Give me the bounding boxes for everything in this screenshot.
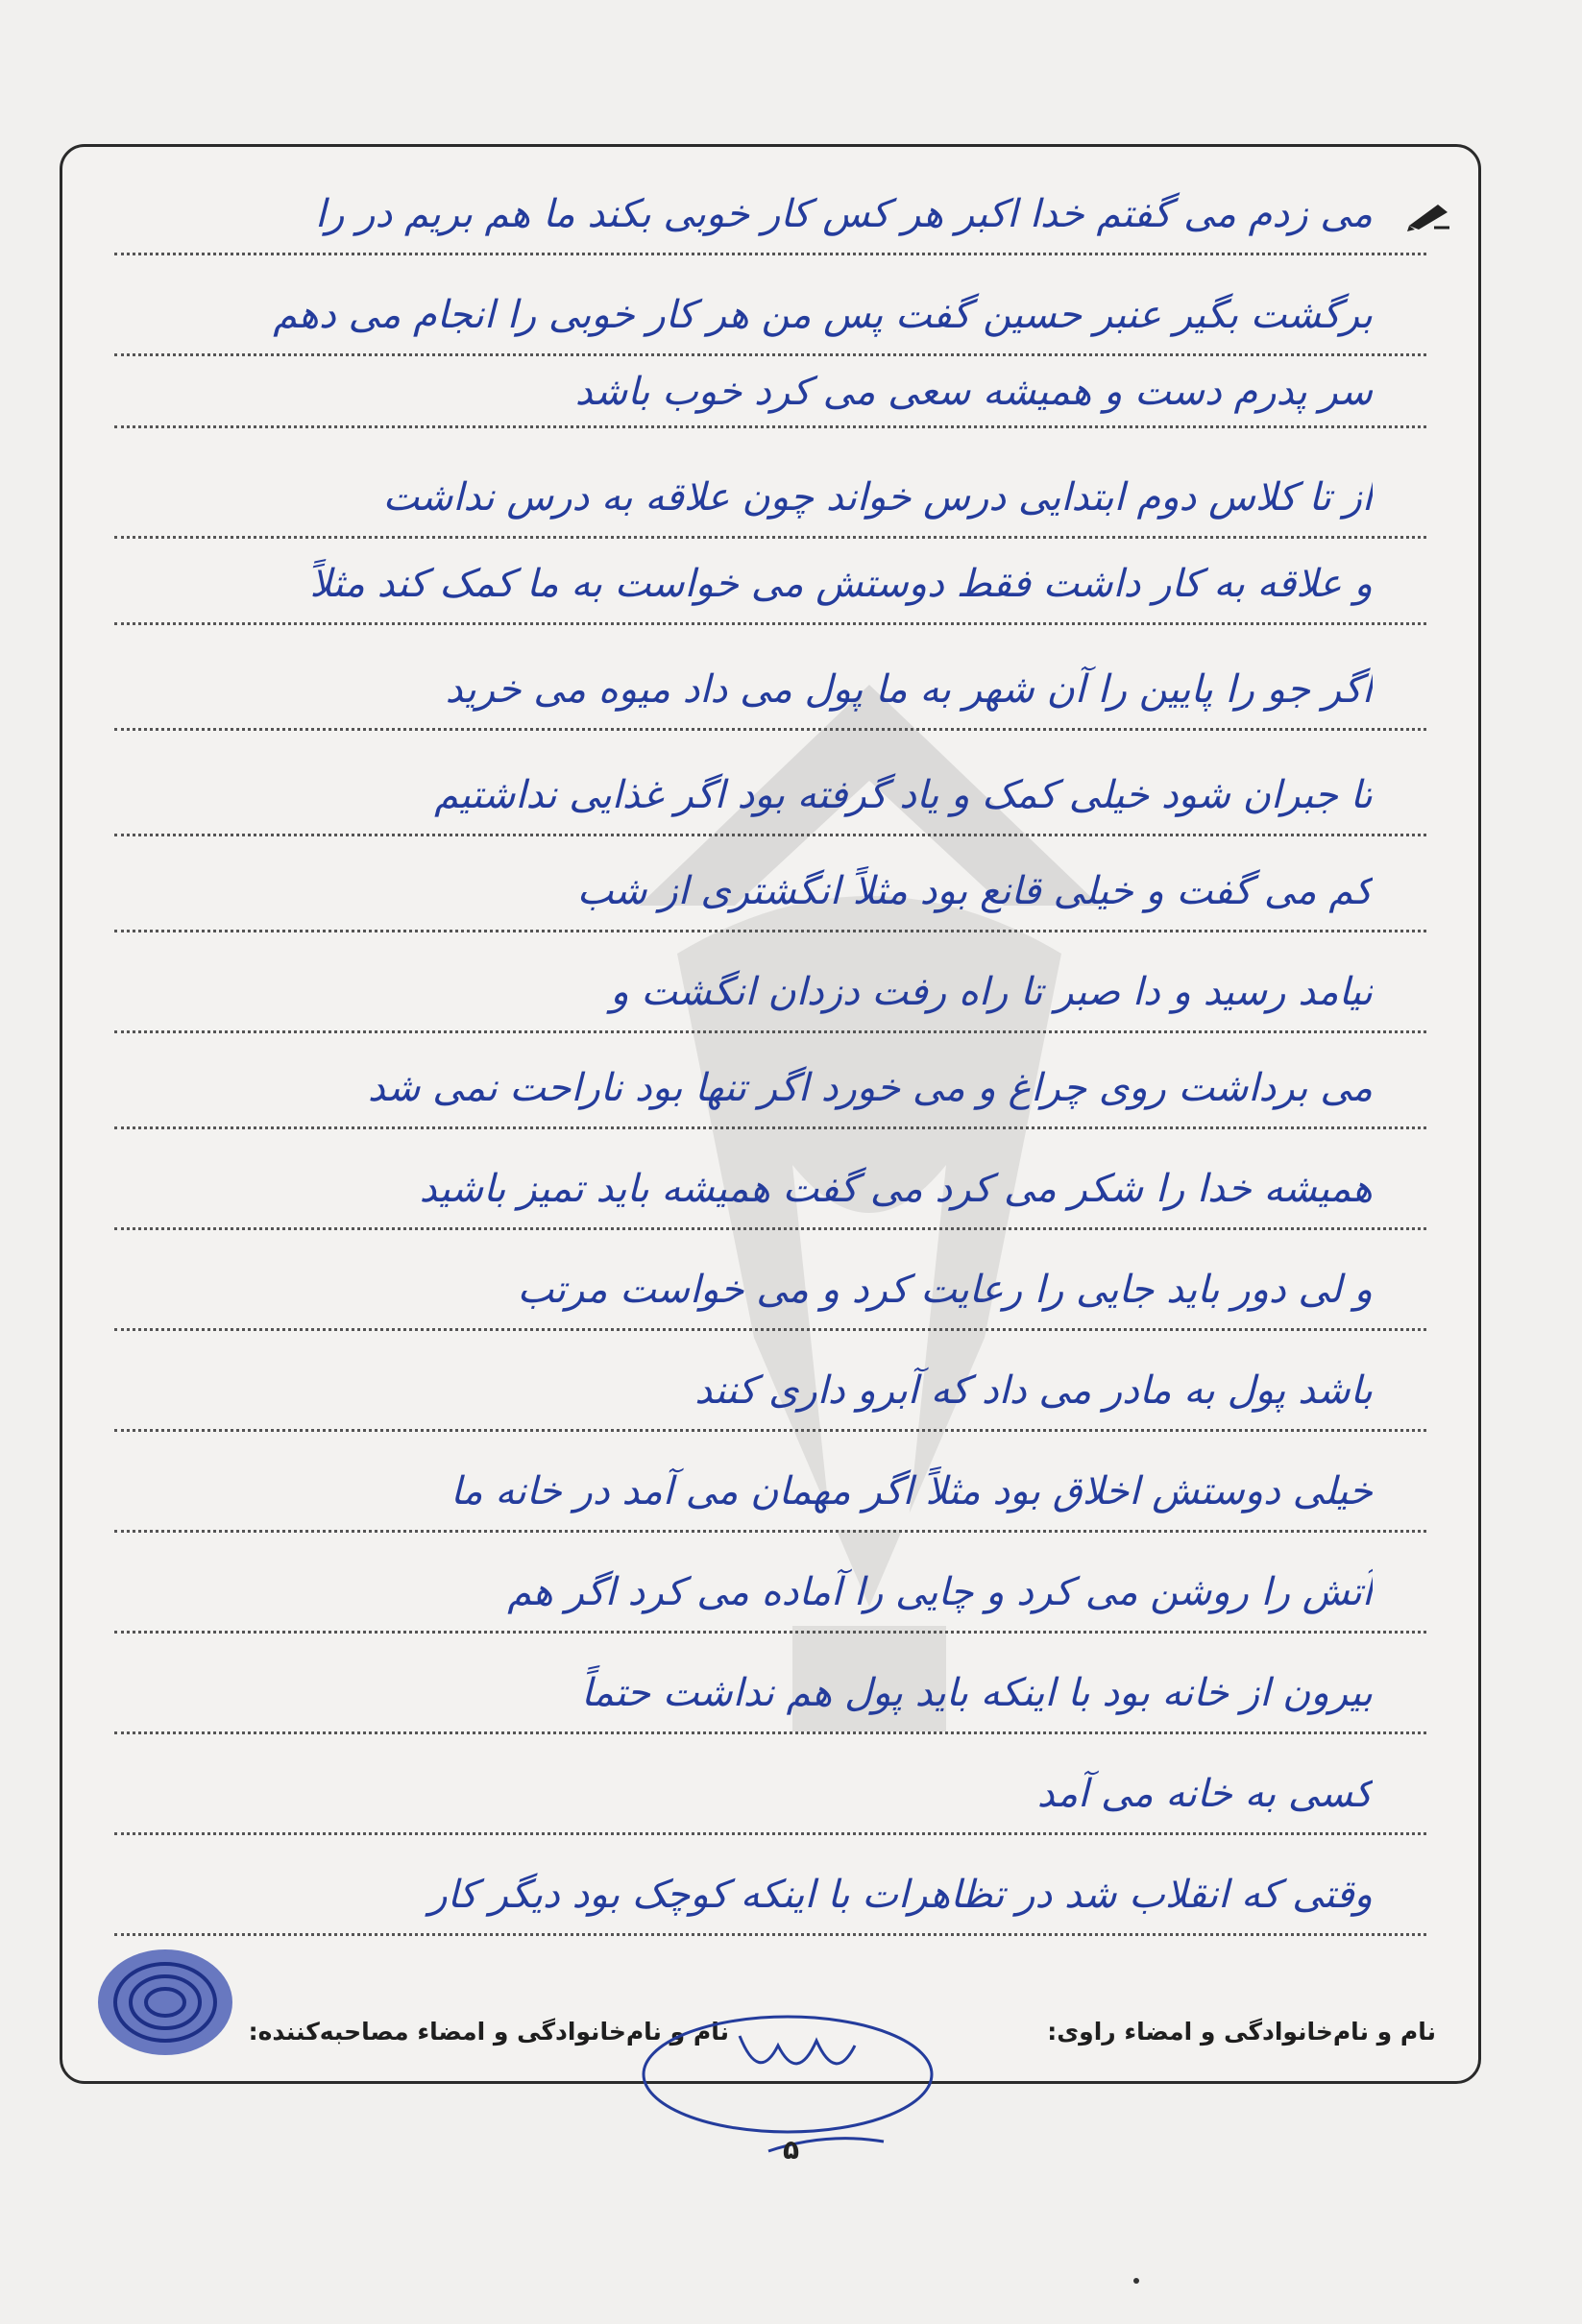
page-number: ۵: [782, 2134, 800, 2166]
fingerprint-icon: [88, 1940, 242, 2065]
handwritten-line: برگشت بگیر عنبر حسین گفت پس من هر کار خوبی را انجام می دهم: [273, 293, 1373, 337]
handwritten-line: کم می گفت و خیلی قانع بود مثلاً انگشتری از شب: [576, 869, 1373, 913]
handwritten-line: کسی به خانه می آمد: [1036, 1772, 1373, 1816]
handwritten-line: آتش را روشن می کرد و چایی را آماده می کرد اگر هم: [507, 1570, 1373, 1614]
handwritten-line: اگر جو را پایین را آن شهر به ما پول می داد میوه می خرید: [445, 667, 1373, 712]
handwritten-line: می برداشت روی چراغ و می خورد اگر تنها بود ناراحت نمی شد: [367, 1066, 1373, 1110]
handwritten-line: از تا کلاس دوم ابتدایی درس خواند چون علاقه به درس نداشت: [382, 475, 1373, 520]
handwritten-line: و علاقه به کار داشت فقط دوستش می خواست به ما کمک کند مثلاً: [309, 562, 1373, 606]
handwritten-line: و لی دور باید جایی را رعایت کرد و می خواست مرتب: [517, 1268, 1373, 1312]
handwritten-line: بیرون از خانه بود با اینکه باید پول هم نداشت حتماً: [581, 1671, 1373, 1715]
speck: [1133, 2278, 1139, 2284]
interviewer-signature-label: نام و نام‌خانوادگی و امضاء مصاحبه‌کننده:: [248, 2018, 729, 2046]
handwritten-line: باشد پول به مادر می داد که آبرو داری کنند: [694, 1368, 1373, 1413]
handwritten-line: نیامد رسید و دا صبر تا راه رفت دزدان انگشت و: [610, 970, 1373, 1014]
form-frame: [60, 144, 1481, 2084]
handwritten-line: سر پدرم دست و همیشه سعی می کرد خوب باشد: [574, 370, 1373, 414]
handwritten-line: وقتی که انقلاب شد در تظاهرات با اینکه کوچک بود دیگر کار: [428, 1873, 1373, 1917]
handwritten-line: می زدم می گفتم خدا اکبر هر کس کار خوبی بکند ما هم بریم در را: [315, 192, 1373, 236]
handwritten-line: همیشه خدا را شکر می کرد می گفت همیشه باید تمیز باشید: [419, 1167, 1373, 1211]
handwritten-text: [139, 147, 1373, 1972]
narrator-signature-label: نام و نام‌خانوادگی و امضاء راوی:: [1047, 2018, 1436, 2046]
handwritten-line: تا جبران شود خیلی کمک و یاد گرفته بود اگر غذایی نداشتیم: [434, 773, 1373, 817]
handwritten-line: خیلی دوستش اخلاق بود مثلاً اگر مهمان می آمد در خانه ما: [450, 1469, 1373, 1513]
